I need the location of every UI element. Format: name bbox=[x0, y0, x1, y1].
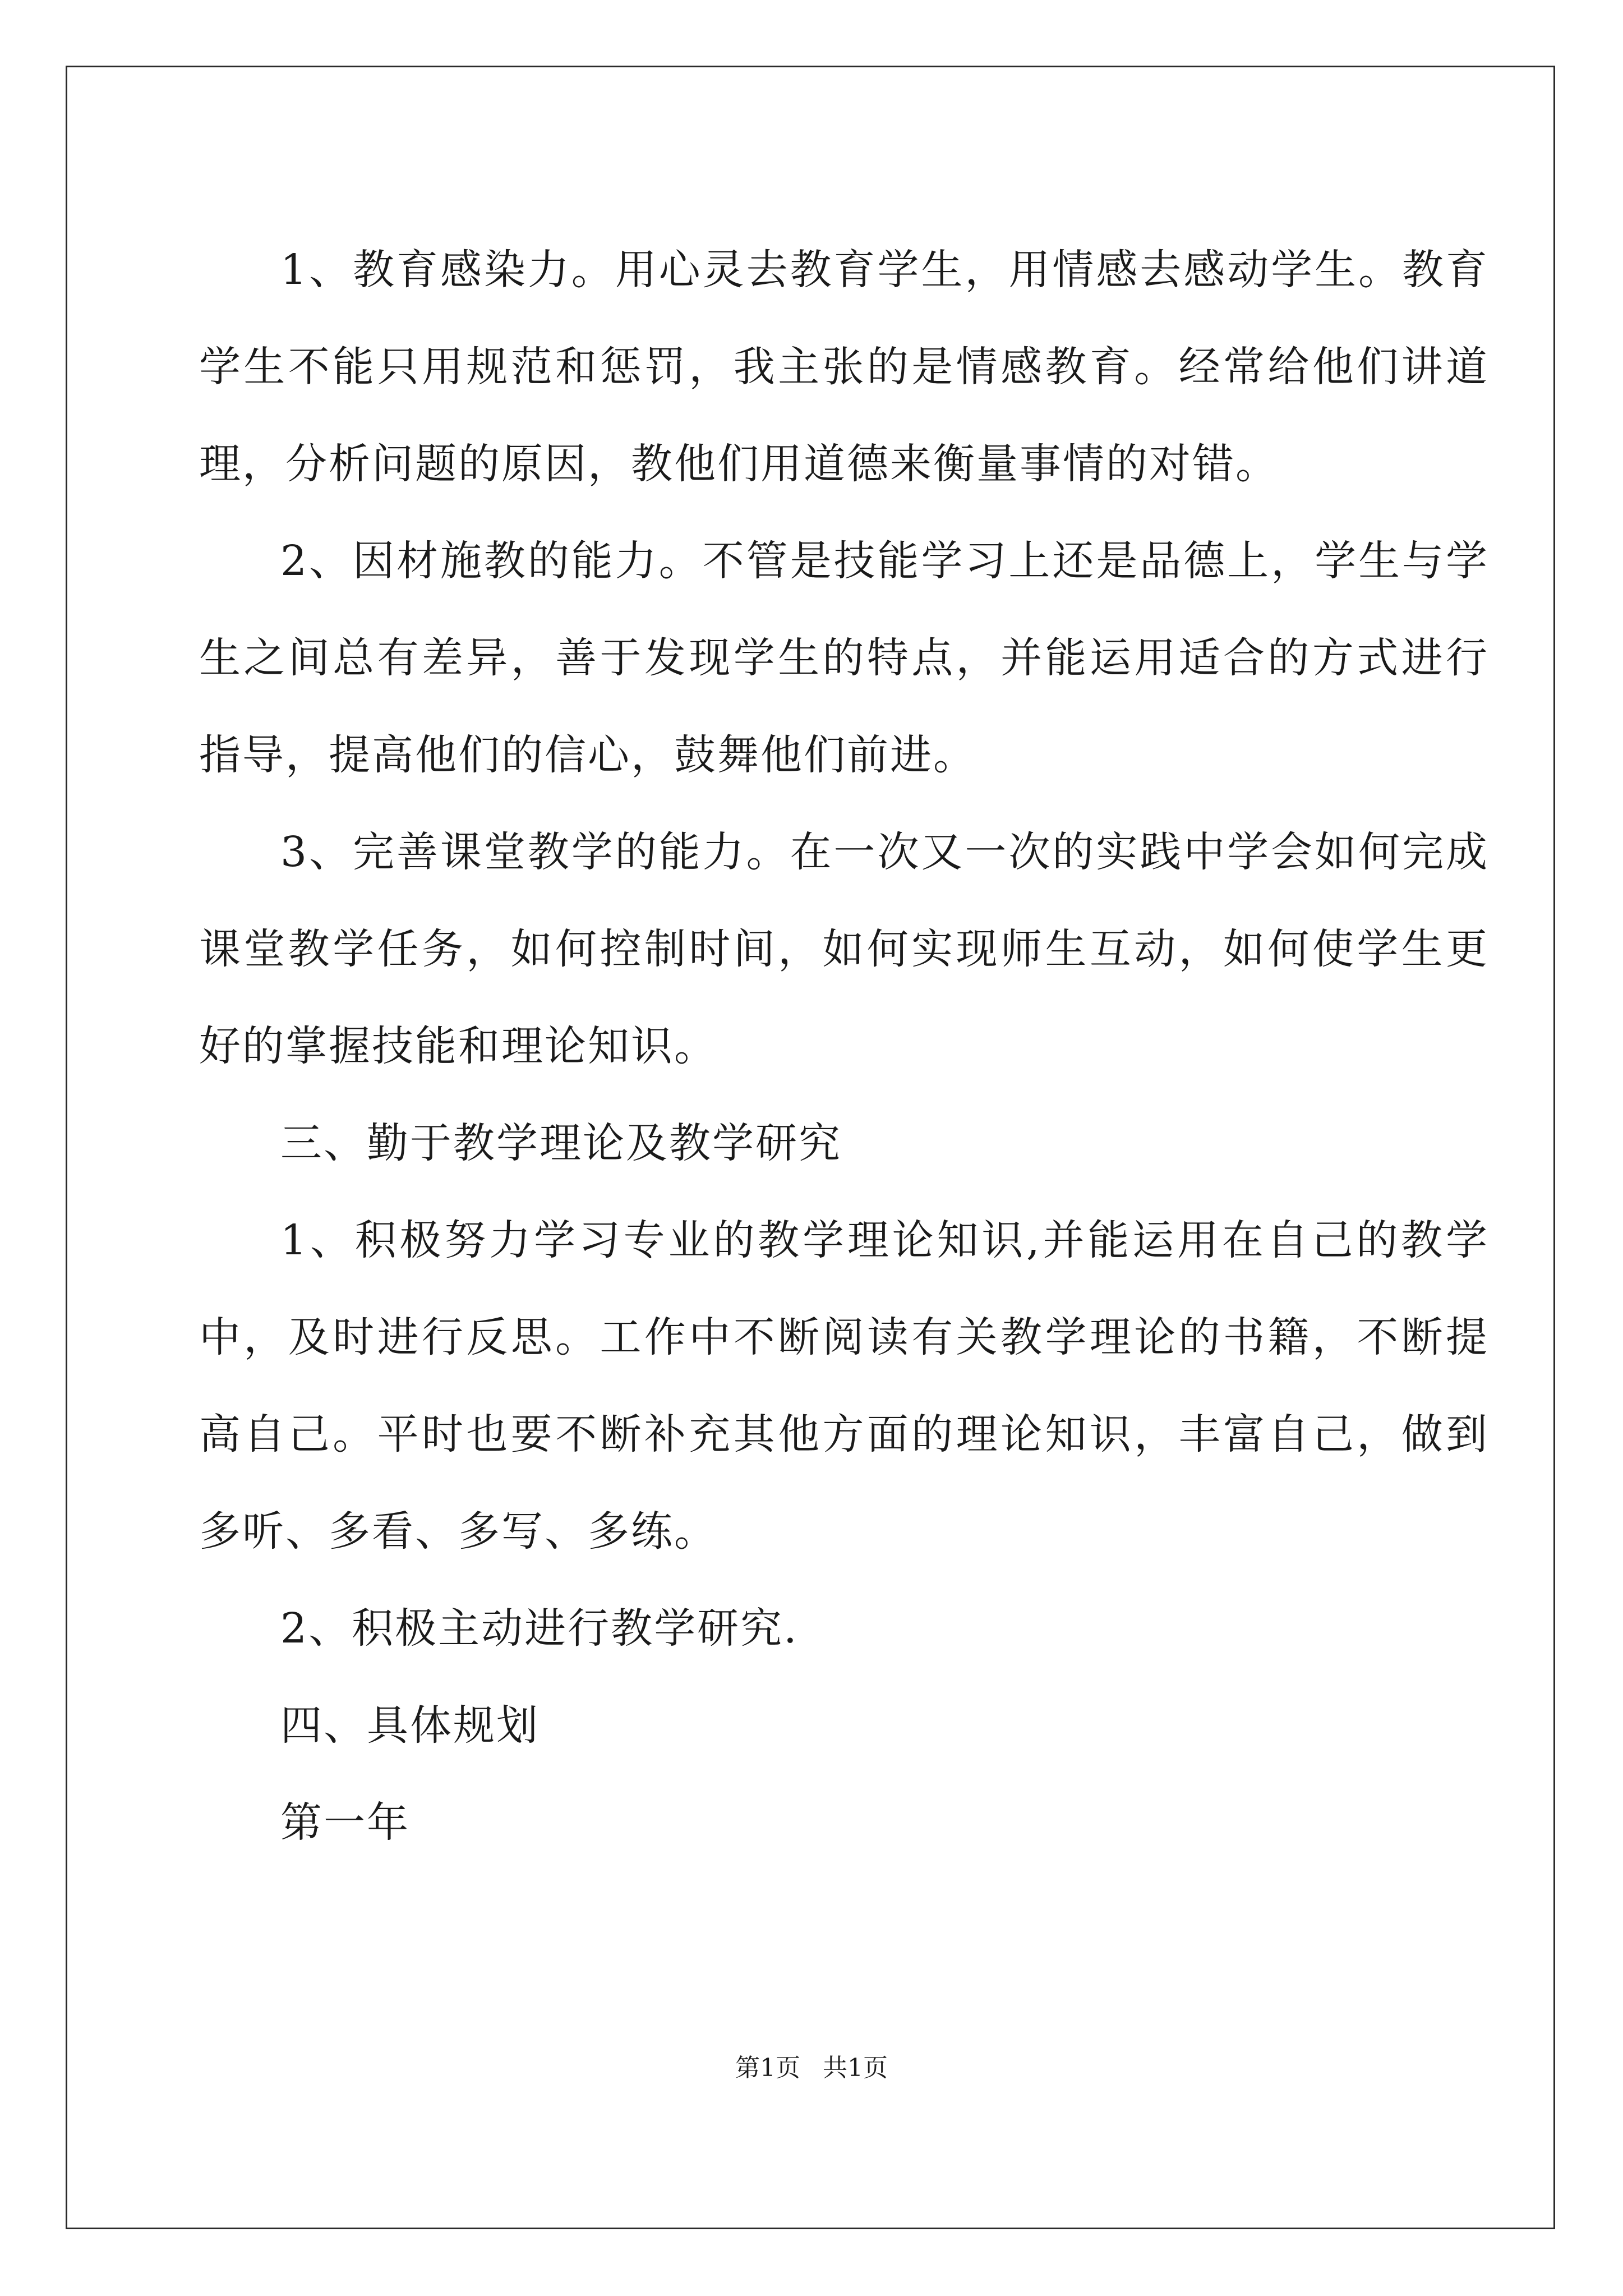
paragraph-individualized-teaching: 2、因材施教的能力。不管是技能学习上还是品德上，学生与学生之间总有差异，善于发现学生的特点，并能运用适合的方式进行指导，提高他们的信心，鼓舞他们前进。 bbox=[199, 537, 1489, 779]
paragraph-classroom-teaching: 3、完善课堂教学的能力。在一次又一次的实践中学会如何完成课堂教学任务，如何控制时间，如何实现师生互动，如何使学生更好的掌握技能和理论知识。 bbox=[199, 828, 1489, 1070]
paragraph-teaching-research: 2、积极主动进行教学研究. bbox=[280, 1604, 799, 1653]
section-heading-plan: 四、具体规划 bbox=[280, 1701, 540, 1750]
page-number: 第1页 bbox=[735, 2054, 800, 2082]
page-footer bbox=[0, 2047, 1623, 2083]
year-heading: 第一年 bbox=[280, 1798, 410, 1847]
section-heading-theory-research: 三、勤于教学理论及教学研究 bbox=[280, 1119, 842, 1167]
page-total: 共1页 bbox=[823, 2054, 888, 2082]
document-body bbox=[199, 222, 1489, 1871]
paragraph-theory-study: 1、积极努力学习专业的教学理论知识,并能运用在自己的教学中，及时进行反思。工作中不断阅读有关教学理论的书籍，不断提高自己。平时也要不断补充其他方面的理论知识，丰富自己，做到多听、多看、多写、多练。 bbox=[199, 1216, 1489, 1556]
paragraph-teaching-influence: 1、教育感染力。用心灵去教育学生，用情感去感动学生。教育学生不能只用规范和惩罚，我主张的是情感教育。经常给他们讲道理，分析问题的原因，教他们用道德来衡量事情的对错。 bbox=[199, 246, 1489, 488]
